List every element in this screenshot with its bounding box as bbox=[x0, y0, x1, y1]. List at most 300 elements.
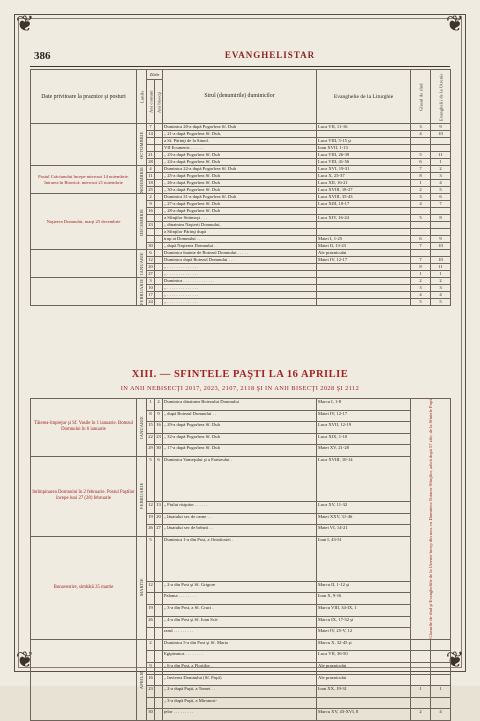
sunday-name: „ dinaintea Naşterii Domnului, bbox=[163, 222, 317, 229]
voice-number: 4 bbox=[411, 201, 431, 208]
gospel-reference: Luca XVII, 12-19 bbox=[317, 422, 411, 434]
date-leap bbox=[155, 616, 163, 628]
date-common: 1 bbox=[147, 399, 155, 411]
gospel-reference bbox=[317, 285, 411, 292]
gospel-reference: Ioan XVII, 1-13 bbox=[317, 145, 411, 152]
voice-number: 5 bbox=[411, 152, 431, 159]
sunday-name: „ . . . . . . . . . . . . . . bbox=[163, 271, 317, 278]
sunday-name: „ 17-a după Pogorîrea Sf. Duh bbox=[163, 445, 317, 457]
sunday-name: a Sfinţilor Strămoşi . . . bbox=[163, 215, 317, 222]
voice-number: 6 bbox=[411, 159, 431, 166]
sunday-name: „ 6-a din Post, a Floriilor . bbox=[163, 662, 317, 674]
table-row bbox=[31, 456, 451, 501]
sunday-name: trup ai Domnului . . . . bbox=[163, 236, 317, 243]
date-common: 23 bbox=[148, 222, 153, 227]
date-leap bbox=[155, 222, 163, 229]
eothinon-number: 3 bbox=[431, 285, 451, 292]
date-leap bbox=[155, 278, 163, 285]
date-common: 12 bbox=[147, 502, 155, 514]
date-leap bbox=[155, 201, 163, 208]
gospel-reference bbox=[317, 229, 411, 236]
date-leap: 20 bbox=[155, 513, 163, 525]
eothinon-number: 1 bbox=[431, 271, 451, 278]
date-common: 29 bbox=[147, 445, 155, 457]
header-rule bbox=[30, 66, 450, 67]
table-row bbox=[31, 278, 451, 285]
date-leap: 30 bbox=[155, 445, 163, 457]
voice-number bbox=[411, 674, 431, 686]
date-leap bbox=[155, 229, 163, 236]
section-title: XIII. — SFINTELE PAŞTI LA 16 APRILIE bbox=[131, 369, 349, 380]
gospel-reference: Ioan I, 43-51 bbox=[317, 536, 411, 581]
col-header-gospel: Evanghelie de la Liturghie bbox=[317, 70, 411, 124]
voice-number: 2 bbox=[411, 709, 431, 721]
date-common: 30 bbox=[148, 243, 153, 248]
date-common: 23 bbox=[147, 686, 155, 698]
sunday-name: „ după Naşterea Domnului . . bbox=[163, 243, 317, 250]
eothinon-number: 9 bbox=[431, 124, 451, 131]
feast-note: Intîmpinarea Domnului în 2 februarie. Postul Paştilor începe luni 27 (28) februarie bbox=[31, 456, 137, 536]
gospel-reference: Luca VIII, 26-39 bbox=[317, 152, 411, 159]
date-common: 7 bbox=[147, 124, 155, 131]
eothinon-number: 11 bbox=[431, 264, 451, 271]
eothinon-number: 1 bbox=[431, 159, 451, 166]
date-leap bbox=[155, 215, 163, 222]
gospel-reference: Luca XVIII, 10-14 bbox=[317, 456, 411, 501]
gospel-reference: Marcu X, 32-45 şi bbox=[317, 639, 411, 651]
sunday-name: „ 30-a după Pogorîrea Sf. Duh bbox=[163, 187, 317, 194]
corner-ornament-icon: ❦ bbox=[15, 648, 35, 673]
gospel-reference: Luca XIII, 10-17 bbox=[317, 201, 411, 208]
sunday-name: Duminica înainte de Botezul Domnului . . . . . bbox=[163, 250, 317, 257]
date-leap bbox=[155, 138, 163, 145]
sunday-name: VII Ecumenic . . . . . . bbox=[163, 145, 317, 152]
voice-number: 4 bbox=[411, 131, 431, 138]
sunday-name: „ Invierea Domnului (Sf. Paşti) bbox=[163, 674, 317, 686]
date-common: 10 bbox=[148, 285, 153, 290]
voice-number bbox=[411, 138, 431, 145]
date-common: 21 bbox=[148, 152, 153, 157]
voice-number: 5 bbox=[411, 299, 431, 306]
eothinon-number bbox=[431, 674, 451, 686]
date-leap bbox=[155, 264, 163, 271]
date-common: 15 bbox=[147, 422, 155, 434]
date-leap bbox=[155, 243, 163, 250]
gospel-reference: Luca XVIII, 18-27 bbox=[317, 187, 411, 194]
date-leap bbox=[155, 131, 163, 138]
eothinon-number: 11 bbox=[431, 152, 451, 159]
date-leap bbox=[155, 236, 163, 243]
date-leap bbox=[155, 194, 163, 201]
voice-number bbox=[411, 145, 431, 152]
voice-number: 7 bbox=[411, 166, 431, 173]
sunday-name: „ 21-a după Pogorîrea Sf. Duh, bbox=[163, 131, 317, 138]
date-leap bbox=[155, 292, 163, 299]
month-label: NOIEMBRIE bbox=[137, 166, 147, 194]
eothinon-number: 1 bbox=[431, 686, 451, 698]
gospel-reference bbox=[317, 271, 411, 278]
date-leap bbox=[155, 152, 163, 159]
voice-number: 4 bbox=[411, 292, 431, 299]
sunday-name: Duminica după Botezul Domnului . . . bbox=[163, 257, 317, 264]
gospel-reference bbox=[317, 222, 411, 229]
gospel-reference: Matei XXV, 31-46 bbox=[317, 513, 411, 525]
gospel-reference bbox=[317, 131, 411, 138]
date-common: 12 bbox=[147, 581, 155, 593]
date-common: 20 bbox=[148, 264, 153, 269]
voice-number bbox=[411, 697, 431, 709]
sunday-name: „ 2-a după Paşti, a Tomei . . bbox=[163, 686, 317, 698]
eothinon-number: 5 bbox=[431, 187, 451, 194]
date-common: 5 bbox=[147, 456, 155, 501]
date-leap bbox=[155, 208, 163, 215]
date-common: 4 bbox=[147, 166, 155, 173]
voice-number bbox=[411, 222, 431, 229]
date-leap bbox=[155, 145, 163, 152]
date-common bbox=[147, 628, 155, 640]
voice-number: 1 bbox=[411, 180, 431, 187]
gospel-reference: Ioan X, 9-16 bbox=[317, 593, 411, 605]
voice-number bbox=[411, 639, 431, 651]
table-row bbox=[31, 639, 451, 651]
col-header-sunday: Sirul (denumirile) duminicilor bbox=[163, 70, 317, 124]
gospel-reference: Matei VI, 14-21 bbox=[317, 525, 411, 537]
date-leap: 13 bbox=[155, 502, 163, 514]
sunday-name: „ 2-a din Post şi Sf. Grigore bbox=[163, 581, 317, 593]
date-leap bbox=[155, 285, 163, 292]
date-common: 19 bbox=[147, 513, 155, 525]
date-common: 25 bbox=[148, 187, 153, 192]
eothinon-number: 8 bbox=[431, 215, 451, 222]
voice-number bbox=[411, 662, 431, 674]
table-row bbox=[31, 250, 451, 257]
voice-number: 8 bbox=[411, 173, 431, 180]
date-common: 30 bbox=[147, 709, 155, 721]
feast-note: Tăierea-împrejur şi Sf. Vasile în 1 ianuarie. Botezul Domnului în 6 ianuarie bbox=[31, 399, 137, 457]
sunday-name: Palama . . . . . . . . bbox=[163, 593, 317, 605]
eothinon-number: 4 bbox=[431, 292, 451, 299]
date-common: 26 bbox=[147, 616, 155, 628]
date-leap bbox=[155, 651, 163, 663]
date-common: 9 bbox=[147, 201, 155, 208]
date-common: 22 bbox=[147, 433, 155, 445]
voice-number: 3 bbox=[411, 285, 431, 292]
date-common: 18 bbox=[148, 180, 153, 185]
gospel-reference: Luca XVIII, 35-43 bbox=[317, 194, 411, 201]
table-row bbox=[31, 194, 451, 201]
month-label: FEBRUARIE bbox=[137, 456, 147, 536]
eothinon-number bbox=[431, 138, 451, 145]
voice-number bbox=[411, 651, 431, 663]
date-leap bbox=[155, 180, 163, 187]
month-label: IANUARIE bbox=[137, 250, 147, 278]
sunday-name: ţelor . . . . . . . . . bbox=[163, 709, 317, 721]
sunday-name: „ Fiului risipitor . . . . . . bbox=[163, 502, 317, 514]
gospel-reference bbox=[317, 292, 411, 299]
date-leap bbox=[155, 581, 163, 593]
sunday-name: „ . . . . . . . . . . . . . . bbox=[163, 292, 317, 299]
gospel-reference: Luca VIII, 41-56 bbox=[317, 159, 411, 166]
voice-number: 6 bbox=[411, 236, 431, 243]
sunday-name: „ 26-a după Pogorîrea Sf. Duh bbox=[163, 180, 317, 187]
feast-note bbox=[31, 639, 137, 720]
date-common bbox=[147, 215, 155, 222]
sunday-name: Duminica . . . . . . . . . . . . . . bbox=[163, 278, 317, 285]
sunday-name: „ 4-a din Post şi Sf. Ioan Scă- bbox=[163, 616, 317, 628]
date-common: 2 bbox=[147, 639, 155, 651]
eothinon-number: 10 bbox=[431, 243, 451, 250]
date-leap bbox=[155, 709, 163, 721]
sunday-name: „ 29-a după Pogorîrea Sf. Duh bbox=[163, 422, 317, 434]
col-header-common-year: Ani comuni bbox=[147, 80, 155, 124]
sunday-name: „ . . . . . . . . . . . . . . bbox=[163, 285, 317, 292]
date-common: 11 bbox=[148, 173, 153, 178]
sunday-name: Duminica dinaintea Botezului Domnului bbox=[163, 399, 317, 411]
voice-number: 1 bbox=[411, 686, 431, 698]
sundays-table-lower bbox=[30, 398, 451, 721]
gospel-reference: Marcu VIII, 34-IX, 1 bbox=[317, 605, 411, 617]
date-common: 3 bbox=[147, 278, 155, 285]
date-common: 16 bbox=[147, 674, 155, 686]
sunday-name: „ 27-a după Pogorîrea Sf. Duh bbox=[163, 201, 317, 208]
table-row bbox=[31, 536, 451, 581]
gospel-reference: Ale praznicului bbox=[317, 250, 411, 257]
month-label: APRILIE bbox=[137, 639, 147, 720]
corner-ornament-icon: ❦ bbox=[15, 12, 35, 37]
sunday-name: „ . . . . . . . . . . . . . . bbox=[163, 299, 317, 306]
eothinon-number bbox=[431, 250, 451, 257]
gospel-reference: Luca VIII, 5-15 şi bbox=[317, 138, 411, 145]
eothinon-number: 4 bbox=[431, 180, 451, 187]
gospel-reference: Marcu II, 1-12 şi bbox=[317, 581, 411, 593]
feast-note bbox=[31, 124, 137, 166]
col-header-month: Lunile bbox=[137, 70, 147, 124]
date-leap bbox=[155, 628, 163, 640]
eothinon-number: 3 bbox=[431, 173, 451, 180]
date-leap bbox=[155, 173, 163, 180]
voice-number bbox=[411, 229, 431, 236]
sunday-name: Duminica 22-a după Pogorîrea Sf. Duh bbox=[163, 166, 317, 173]
voice-number: 7 bbox=[411, 257, 431, 264]
gospel-reference: Ioan XX, 19-31 bbox=[317, 686, 411, 698]
date-common: 8 bbox=[147, 410, 155, 422]
date-common bbox=[147, 697, 155, 709]
date-leap bbox=[155, 187, 163, 194]
table-row bbox=[31, 124, 451, 131]
page-number: 386 bbox=[34, 50, 51, 62]
col-header-leap-year: Ani bisecţi bbox=[155, 80, 163, 124]
voice-number bbox=[411, 208, 431, 215]
date-common: 9 bbox=[147, 662, 155, 674]
gospel-reference: Matei II, 13-23 bbox=[317, 243, 411, 250]
eothinon-number: 10 bbox=[431, 131, 451, 138]
date-leap bbox=[155, 639, 163, 651]
table-row bbox=[31, 399, 451, 411]
gospel-reference bbox=[317, 208, 411, 215]
date-common bbox=[147, 651, 155, 663]
eothinon-number bbox=[431, 229, 451, 236]
sunday-name: „ 23-a după Pogorîrea Sf. Duh bbox=[163, 152, 317, 159]
eothinon-number bbox=[431, 651, 451, 663]
side-note: Glasurile de rînd şi Evangheliile de la Utrenie încep din nou, cu Duminica Tuturor Sfinţilor, adică după 57 zile, de la Sfintele Paşti bbox=[411, 399, 451, 640]
date-common: 5 bbox=[147, 536, 155, 581]
sunday-name: „ 24-a după Pogorîrea Sf. Duh bbox=[163, 159, 317, 166]
eothinon-number bbox=[431, 222, 451, 229]
date-leap bbox=[155, 166, 163, 173]
gospel-reference: Matei IV, 25-V, 12 bbox=[317, 628, 411, 640]
date-common: 26 bbox=[147, 525, 155, 537]
sunday-name: Duminica 31-a după Pogorîrea Sf. Duh bbox=[163, 194, 317, 201]
gospel-reference: Matei IV, 12-17 bbox=[317, 410, 411, 422]
gospel-reference: Luca XV, 11-32 bbox=[317, 502, 411, 514]
gospel-reference: Marcu XV, 43-XVI, 8 bbox=[317, 709, 411, 721]
gospel-reference bbox=[317, 697, 411, 709]
eothinon-number: 6 bbox=[431, 194, 451, 201]
eothinon-number bbox=[431, 662, 451, 674]
date-leap bbox=[155, 674, 163, 686]
month-label: OCTOMBRIE bbox=[137, 124, 147, 166]
col-header-dates: Zilele bbox=[147, 70, 163, 80]
eothinon-number: 10 bbox=[431, 257, 451, 264]
sunday-name: „ 3-a după Paşti, a Mironosi- bbox=[163, 697, 317, 709]
date-leap bbox=[155, 686, 163, 698]
sunday-name: „ lăsatului sec de carne . . bbox=[163, 513, 317, 525]
sunday-name: Duminica 20-a după Pogorîrea Sf. Duh bbox=[163, 124, 317, 131]
corner-ornament-icon: ❦ bbox=[445, 648, 465, 673]
sunday-name: Duminica 5-a din Post şi Sf. Maria bbox=[163, 639, 317, 651]
col-header-feast: Date privitoare la praznice şi posturi bbox=[31, 70, 137, 124]
date-leap: 16 bbox=[155, 422, 163, 434]
gospel-reference: Marcu I, 1-8 bbox=[317, 399, 411, 411]
voice-number: 3 bbox=[411, 194, 431, 201]
feast-note bbox=[31, 250, 137, 278]
date-common: 17 bbox=[148, 292, 153, 297]
page-header bbox=[30, 50, 450, 64]
voice-number: 5 bbox=[411, 215, 431, 222]
date-leap: 9 bbox=[155, 410, 163, 422]
month-label: MARTIE bbox=[137, 536, 147, 639]
sunday-name: „ 28-a după Pogorîrea Sf. Duh bbox=[163, 208, 317, 215]
date-leap bbox=[155, 605, 163, 617]
sunday-name: a Sf. Părinţi de la Sinod. bbox=[163, 138, 317, 145]
date-leap bbox=[155, 159, 163, 166]
section-subtitle: IN ANII NEBISECŢI 2017, 2023, 2107, 2118 ŞI IN ANII BISECŢI 2028 ŞI 2112 bbox=[120, 385, 360, 392]
gospel-reference: Matei IV, 12-17 bbox=[317, 257, 411, 264]
eothinon-number: 7 bbox=[431, 201, 451, 208]
sunday-name: „ după Botezul Domnului . . bbox=[163, 410, 317, 422]
date-common bbox=[147, 145, 155, 152]
feast-note: Postul Crăciunului începe miercuri 14 noiembrie. Intrarea în Biserică, miercuri 21 noiembrie bbox=[31, 166, 137, 194]
eothinon-number: 2 bbox=[431, 166, 451, 173]
date-leap: 2 bbox=[155, 399, 163, 411]
date-common: 24 bbox=[148, 299, 153, 304]
gospel-reference: Matei XV, 21-28 bbox=[317, 445, 411, 457]
running-title: EVANGHELISTAR bbox=[224, 50, 316, 60]
gospel-reference: Luca XIV, 16-24 bbox=[317, 215, 411, 222]
gospel-reference: Ale praznicului bbox=[317, 662, 411, 674]
eothinon-number bbox=[431, 208, 451, 215]
gospel-reference: Marcu IX, 17-32 şi bbox=[317, 616, 411, 628]
date-common: 27 bbox=[148, 271, 153, 276]
gospel-reference: Luca VII, 36-50 bbox=[317, 651, 411, 663]
gospel-reference: Luca X, 25-37 bbox=[317, 173, 411, 180]
date-common bbox=[147, 236, 155, 243]
eothinon-number: 5 bbox=[431, 299, 451, 306]
voice-number: 3 bbox=[411, 124, 431, 131]
month-label: DECEMBRIE bbox=[137, 194, 147, 250]
col-header-voice: Glasul de rînd bbox=[411, 70, 431, 124]
date-common: 19 bbox=[147, 605, 155, 617]
date-leap: 27 bbox=[155, 525, 163, 537]
date-leap bbox=[155, 257, 163, 264]
date-common bbox=[147, 229, 155, 236]
feast-note bbox=[31, 278, 137, 306]
gospel-reference: Matei I, 1-25 bbox=[317, 236, 411, 243]
date-common: 12 bbox=[148, 257, 153, 262]
sunday-name: „ lăsatului sec de brînză . . bbox=[163, 525, 317, 537]
voice-number: 2 bbox=[411, 278, 431, 285]
sunday-name: Duminica 1-a din Post, a Ortodoxiei . bbox=[163, 536, 317, 581]
month-label: FEBRUARIE bbox=[137, 278, 147, 306]
date-common: 2 bbox=[147, 194, 155, 201]
gospel-reference: Ale praznicului bbox=[317, 674, 411, 686]
gospel-reference bbox=[317, 278, 411, 285]
sunday-name: Duminica Vameşului şi a Fariseului . bbox=[163, 456, 317, 501]
month-label: IANUARIE bbox=[137, 399, 147, 457]
voice-number: 7 bbox=[411, 243, 431, 250]
eothinon-number: 2 bbox=[431, 278, 451, 285]
date-leap bbox=[155, 271, 163, 278]
date-leap: 6 bbox=[155, 456, 163, 501]
voice-number: 8 bbox=[411, 264, 431, 271]
sunday-name: Egipteanca . . . . . . . . bbox=[163, 651, 317, 663]
eothinon-number bbox=[431, 145, 451, 152]
date-leap bbox=[155, 250, 163, 257]
gospel-reference bbox=[317, 264, 411, 271]
date-leap bbox=[155, 662, 163, 674]
date-leap bbox=[155, 593, 163, 605]
gospel-reference bbox=[317, 299, 411, 306]
date-common bbox=[147, 593, 155, 605]
date-leap bbox=[155, 124, 163, 131]
eothinon-number: 9 bbox=[431, 236, 451, 243]
sunday-name: rarul . . . . . . . . . bbox=[163, 628, 317, 640]
date-common bbox=[147, 138, 155, 145]
date-common: 28 bbox=[148, 159, 153, 164]
date-leap: 23 bbox=[155, 433, 163, 445]
sunday-name: „ 32-a după Pogorîrea Sf. Duh bbox=[163, 433, 317, 445]
gospel-reference: Luca XVI, 19-31 bbox=[317, 166, 411, 173]
date-leap bbox=[155, 697, 163, 709]
feast-note: Naşterea Domnului, marţi 25 decembrie bbox=[31, 194, 137, 250]
corner-ornament-icon: ❦ bbox=[445, 12, 465, 37]
eothinon-number bbox=[431, 639, 451, 651]
table-row bbox=[31, 166, 451, 173]
sunday-name: „ . . . . . . . . . . . . . . bbox=[163, 264, 317, 271]
date-common: 6 bbox=[147, 250, 155, 257]
sunday-name: „ 3-a din Post, a Sf. Cruci . bbox=[163, 605, 317, 617]
gospel-reference: Luca VII, 11-16 bbox=[317, 124, 411, 131]
col-header-eothinon: Evanghelii de la Utrenie bbox=[431, 70, 451, 124]
voice-number bbox=[411, 250, 431, 257]
voice-number: 1 bbox=[411, 271, 431, 278]
date-leap bbox=[155, 299, 163, 306]
eothinon-number bbox=[431, 697, 451, 709]
sunday-name: „ 25-a după Pogorîrea Sf. Duh bbox=[163, 173, 317, 180]
date-common: 14 bbox=[148, 131, 153, 136]
date-leap bbox=[155, 536, 163, 581]
date-common: 16 bbox=[148, 208, 153, 213]
